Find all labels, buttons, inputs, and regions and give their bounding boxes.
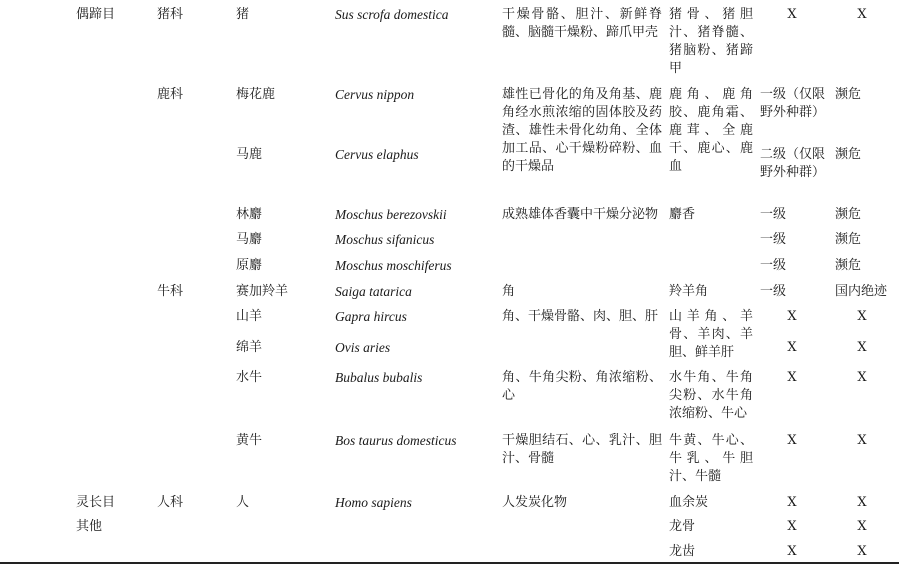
species-latin-cell: Sus scrofa domestica xyxy=(335,7,449,22)
medicinal-part-cell: 干燥胆结石、心、乳汁、胆汁、骨髓 xyxy=(502,433,662,466)
status-cell: 濒危 xyxy=(835,232,862,247)
protection-level-cell: 一级 xyxy=(760,284,787,299)
species-latin-cell: Saiga tatarica xyxy=(335,284,412,299)
species-latin-cell: Gapra hircus xyxy=(335,309,407,324)
protection-level-cell: X xyxy=(787,495,797,510)
species-latin-cell: Moschus berezovskii xyxy=(335,207,447,222)
medicine-name-cell: 水牛角、牛角尖粉、水牛角浓缩粉、牛心 xyxy=(669,370,753,421)
species-latin-cell: Moschus sifanicus xyxy=(335,232,435,247)
species-latin-cell: Moschus moschiferus xyxy=(335,258,452,273)
status-cell: X xyxy=(857,309,867,324)
status-cell: 濒危 xyxy=(835,87,862,102)
protection-level-cell: X xyxy=(787,370,797,385)
species-cn-cell: 黄牛 xyxy=(236,433,263,448)
medicinal-part-cell: 干燥骨骼、胆汁、新鲜脊髓、脑髓干燥粉、蹄爪甲壳 xyxy=(502,7,662,40)
status-cell: X xyxy=(857,544,867,559)
species-cn-cell: 水牛 xyxy=(236,370,263,385)
medicine-name-cell: 牛黄、牛心、牛乳、牛胆汁、牛髓 xyxy=(669,433,753,484)
protection-level-cell: X xyxy=(787,340,797,355)
status-cell: X xyxy=(857,370,867,385)
family-cell: 牛科 xyxy=(157,284,184,299)
medicine-name-cell: 鹿角、鹿角胶、鹿角霜、鹿茸、全鹿干、鹿心、鹿血 xyxy=(669,87,753,174)
species-cn-cell: 人 xyxy=(236,495,250,510)
medicine-name-cell: 山羊角、羊骨、羊肉、羊胆、鲜羊肝 xyxy=(669,309,753,360)
species-cn-cell: 山羊 xyxy=(236,309,263,324)
species-latin-cell: Ovis aries xyxy=(335,340,391,355)
species-cn-cell: 绵羊 xyxy=(236,340,263,355)
species-cn-cell: 梅花鹿 xyxy=(236,87,276,102)
family-cell: 人科 xyxy=(157,495,184,510)
medicine-name-cell: 龙齿 xyxy=(669,544,696,559)
medicine-name-cell: 麝香 xyxy=(669,207,696,222)
order-cell: 灵长目 xyxy=(76,495,116,510)
medicine-name-cell: 羚羊角 xyxy=(669,284,709,299)
protection-level-cell: 一级（仅限野外种群） xyxy=(760,87,826,120)
species-latin-cell: Cervus nippon xyxy=(335,87,415,102)
status-cell: X xyxy=(857,340,867,355)
medicinal-part-cell: 雄性已骨化的角及角基、鹿角经水煎浓缩的固体胶及药渣、雄性未骨化幼角、全体加工品、心干燥粉碎粉、血的干燥品 xyxy=(502,87,662,174)
protection-level-cell: X xyxy=(787,433,797,448)
family-cell: 鹿科 xyxy=(157,87,184,102)
species-cn-cell: 赛加羚羊 xyxy=(236,284,289,299)
protection-level-cell: X xyxy=(787,519,797,534)
protection-level-cell: 一级 xyxy=(760,207,787,222)
species-cn-cell: 马麝 xyxy=(236,232,263,247)
medicinal-part-cell: 角、干燥骨骼、肉、胆、肝 xyxy=(502,309,659,324)
species-latin-cell: Homo sapiens xyxy=(335,495,412,510)
medicinal-part-cell: 角 xyxy=(502,284,516,299)
status-cell: 濒危 xyxy=(835,258,862,273)
status-cell: X xyxy=(857,495,867,510)
status-cell: X xyxy=(857,7,867,22)
species-cn-cell: 马鹿 xyxy=(236,147,263,162)
species-cn-cell: 猪 xyxy=(236,7,250,22)
family-cell: 猪科 xyxy=(157,7,184,22)
medicinal-part-cell: 人发炭化物 xyxy=(502,495,568,510)
medicine-name-cell: 猪骨、猪胆汁、猪脊髓、猪脑粉、猪蹄甲 xyxy=(669,7,753,76)
species-cn-cell: 原麝 xyxy=(236,258,263,273)
order-cell: 偶蹄目 xyxy=(76,7,116,22)
protection-level-cell: 一级 xyxy=(760,232,787,247)
status-cell: 国内绝迹 xyxy=(835,284,888,299)
species-latin-cell: Bos taurus domesticus xyxy=(335,433,457,448)
protection-level-cell: X xyxy=(787,7,797,22)
status-cell: X xyxy=(857,433,867,448)
species-latin-cell: Cervus elaphus xyxy=(335,147,419,162)
table-bottom-rule xyxy=(0,562,899,564)
medicine-name-cell: 血余炭 xyxy=(669,495,709,510)
medicinal-part-cell: 成熟雄体香囊中干燥分泌物 xyxy=(502,207,659,222)
medicinal-part-cell: 角、牛角尖粉、角浓缩粉、心 xyxy=(502,370,662,403)
status-cell: 濒危 xyxy=(835,147,862,162)
protection-level-cell: X xyxy=(787,309,797,324)
status-cell: 濒危 xyxy=(835,207,862,222)
medicine-name-cell: 龙骨 xyxy=(669,519,696,534)
protection-level-cell: 二级（仅限野外种群） xyxy=(760,147,826,180)
status-cell: X xyxy=(857,519,867,534)
species-latin-cell: Bubalus bubalis xyxy=(335,370,423,385)
order-cell: 其他 xyxy=(76,519,103,534)
protection-level-cell: 一级 xyxy=(760,258,787,273)
species-cn-cell: 林麝 xyxy=(236,207,263,222)
protection-level-cell: X xyxy=(787,544,797,559)
